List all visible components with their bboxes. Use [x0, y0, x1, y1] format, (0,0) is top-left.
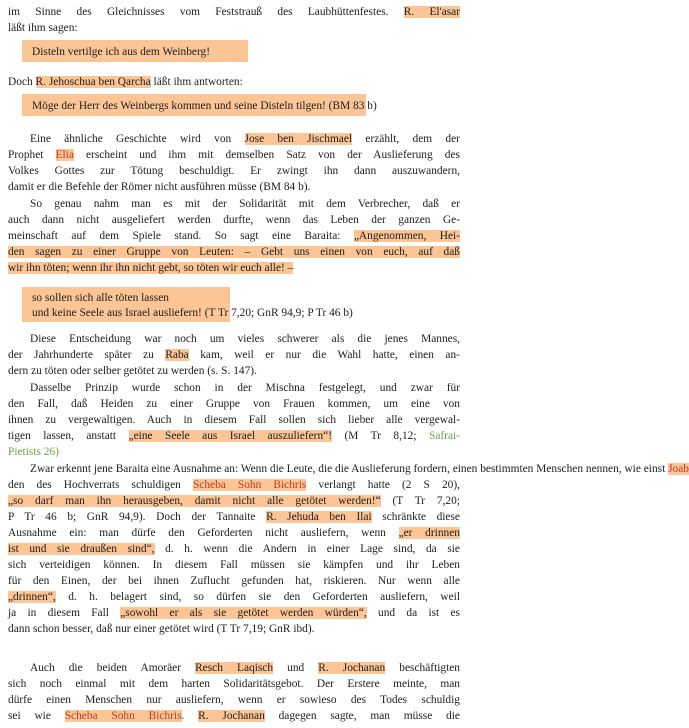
highlight-quote: „Angenommen, Hei- [353, 230, 460, 242]
text-line: P Tr 46 b; GnR 94,9). Doch der Tannaite R. Jehuda ben Ilai schränkte diese [8, 511, 460, 523]
highlight-name: Jose ben Jischmael [244, 133, 353, 145]
highlight-name: R. Jehuda ben Ilai [266, 511, 372, 523]
text-line [8, 260, 460, 276]
highlight-quote: „er drinnen [398, 527, 460, 539]
highlight-name: R. Jehoschua ben Qarcha [35, 76, 151, 88]
text-line: Doch R. Jehoschua ben Qarcha läßt ihm antworten: [8, 76, 243, 88]
text-line: sich verteidigen können. In diesem Fall müssen sie kämpfen und ihr Leben [8, 559, 460, 571]
highlight-quote: wir ihn töten; wenn ihr ihn nicht gebt, so töten wir euch alle! – [8, 262, 294, 274]
annotation-note: Pietists 26) [8, 446, 59, 458]
highlight-name: R. Jochanan [198, 710, 265, 722]
highlight-name: Raba [165, 349, 189, 361]
quote-text: Disteln vertilge ich aus dem Weinberg! [32, 46, 211, 58]
text-line: den Fall, daß Heiden zu einer Gruppe von Frauen kommen, um eine von [8, 398, 460, 410]
text-line: dürfe einen Menschen nur ausliefern, wenn er sowieso des Todes schuldig [8, 694, 460, 706]
text-line: ihnen zu vergewaltigen. Auch in diesem Fall sollen sich lieber alle vergewal- [8, 414, 460, 426]
text-line: dann schon besser, daß nur einer getötet wird (T Tr 7,19; GnR ibd). [8, 623, 315, 635]
text-line: „so darf man ihn herausgeben, damit nicht alle getötet werden!“ (T Tr 7,20; [8, 495, 460, 507]
text-line: auch dann nicht ausgeliefert werden durfte, wenn das Leben der ganzen Ge- [8, 214, 460, 226]
highlight-name: R. Jochanan [318, 662, 386, 674]
text-line [8, 244, 460, 260]
text-line: dern zu töten oder selber getötet zu werden (s. S. 147). [8, 365, 257, 377]
text-line: Volkes Gottes zur Tötung beschuldigt. Er zwingt ihn dann auszuwandern, [8, 165, 460, 177]
highlight-quote: „eine Seele aus Israel auszuliefern“! [128, 430, 333, 442]
quote-text: so sollen sich alle töten lassen [32, 292, 169, 304]
text-line [8, 444, 460, 460]
text-line: ja in diesem Fall „sowohl er als sie getötet werden würden“, und da ist es [8, 607, 460, 619]
text-line: ist und sie draußen sind“, d. h. wenn die Andern in einer Lage sind, da sie [8, 543, 460, 555]
highlight-name-red: Scheba Sohn Bichris [64, 710, 182, 722]
text-line: meinschaft auf dem Spiele stand. So sagt eine Baraita: „Angenommen, Hei- [8, 230, 460, 242]
highlight-quote: „drinnen“, [8, 591, 56, 603]
annotation-note: Safrai- [428, 430, 460, 442]
text-line: läßt ihm sagen: [8, 22, 78, 34]
highlight-name-red: Elia [55, 149, 74, 161]
text-line: Eine ähnliche Geschichte wird von Jose ben Jischmael erzählt, dem der [30, 133, 460, 145]
text-line: Diese Entscheidung war noch um vieles schwerer als die jenes Mannes, [30, 333, 460, 345]
text-line: sei wie Scheba Sohn Bichris. R. Jochanan dagegen sagte, man müsse die [8, 710, 460, 722]
highlight-name: Resch Laqisch [195, 662, 274, 674]
text-line: damit er die Befehle der Römer nicht ausführen müsse (BM 84 b). [8, 181, 311, 193]
text-line: Dasselbe Prinzip wurde schon in der Mischna festgelegt, und zwar für [30, 382, 460, 394]
highlight-quote: „so darf man ihn herausgeben, damit nicht alle getötet werden!“ [8, 495, 381, 507]
text-line: So genau nahm man es mit der Solidarität mit dem Verbrecher, daß er [30, 198, 460, 210]
text-line: für den Einen, der bei ihnen Zuflucht gefunden hat, riskieren. Nur wenn alle [8, 575, 460, 587]
text-line: „drinnen“, d. h. belagert sind, so dürfen sie den Geforderten ausliefern, weil [8, 591, 460, 603]
quote-text: und keine Seele aus Israel ausliefern! (T Tr 7,20; GnR 94,9; P Tr 46 b) [32, 307, 353, 319]
text-line: sich noch einmal mit dem harten Solidaritätsgebot. Der Erstere meinte, man [8, 678, 460, 690]
text-line: Auch die beiden Amoräer Resch Laqisch und R. Jochanan beschäftigten [30, 662, 461, 674]
text-line: Ausnahme ein: man dürfe den Geforderten nicht ausliefern, wenn „er drinnen [8, 527, 460, 539]
text-line: den des Hochverrats schuldigen Scheba Sohn Bichris verlangt hatte (2 S 20), [8, 479, 460, 491]
quote-text: Möge der Herr des Weinbergs kommen und seine Disteln tilgen! (BM 83 b) [32, 100, 377, 112]
text-line: Zwar erkennt jene Baraita eine Ausnahme an: Wenn die Leute, die die Auslieferung fordern, einen bestimmten Menschen nennen, wie einst Joab [30, 463, 689, 475]
highlight-quote: ist und sie draußen sind“, [8, 543, 155, 555]
text-line: tigen lassen, anstatt „eine Seele aus Israel auszuliefern“! (M Tr 8,12; Safrai- [8, 430, 460, 442]
highlight-name: R. El'asar [403, 6, 460, 18]
text-line: der Jahrhunderte später zu Raba kam, weil er nur die Wahl hatte, einen an- [8, 349, 460, 361]
highlight-name-red: Joab [668, 463, 689, 475]
highlight-name-red: Scheba Sohn Bichris [192, 479, 307, 491]
text-line: Prophet Elia erscheint und ihm mit demselben Satz von der Auslieferung des [8, 149, 460, 161]
highlight-quote: den sagen zu einer Gruppe von Leuten: – Gebt uns einen von euch, auf daß [8, 246, 460, 258]
highlight-quote: „sowohl er als sie getötet werden würden“, [120, 607, 367, 619]
text-line: im Sinne des Gleichnisses vom Feststrauß des Laubhüttenfestes. R. El'asar [8, 6, 460, 18]
